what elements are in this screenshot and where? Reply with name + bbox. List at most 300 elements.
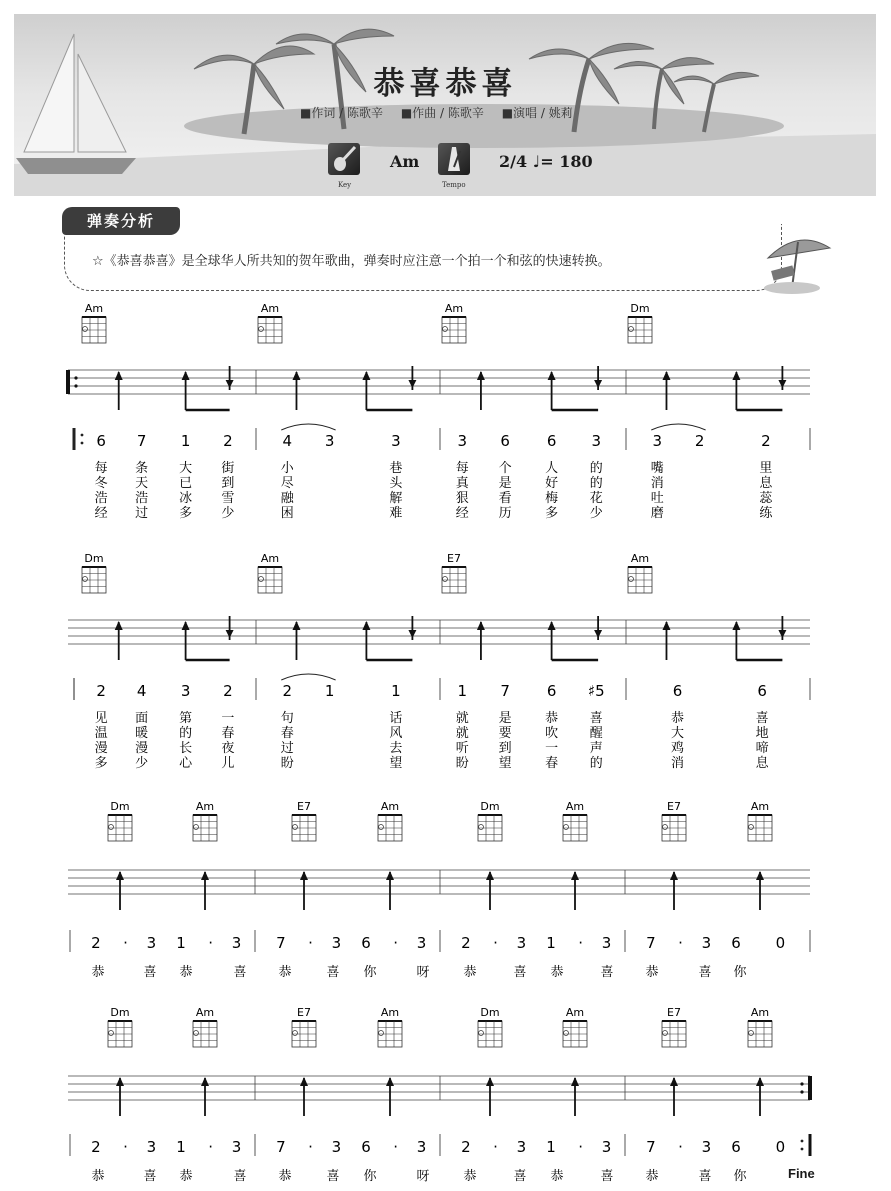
chord-name: E7 xyxy=(447,552,461,565)
chord-finger-dot xyxy=(109,1031,114,1036)
jianpu-note: 3 xyxy=(516,1138,527,1156)
lyric-char: 话 xyxy=(389,711,403,726)
jianpu-note: 6 xyxy=(546,682,557,700)
lyric-char: 融 xyxy=(280,491,294,506)
jianpu-note: 1 xyxy=(180,432,191,450)
song-title: 恭喜恭喜 xyxy=(373,66,518,102)
dot-mark: · xyxy=(678,934,683,952)
jianpu-note: 1 xyxy=(391,682,401,700)
jianpu-note: 7 xyxy=(646,1138,656,1156)
chord-finger-dot xyxy=(109,825,114,830)
chord-name: Dm xyxy=(630,302,650,315)
strum-up-arrow xyxy=(477,621,485,630)
time-signature-tempo: 2/4 ♩= 180 xyxy=(499,152,593,171)
chord-name: Am xyxy=(565,800,585,813)
chord-name: Am xyxy=(84,302,104,315)
lyric-char: 喜 xyxy=(600,1169,614,1184)
jianpu-note: 7 xyxy=(500,682,510,700)
lyric-char: 恭 xyxy=(278,1169,292,1184)
chord-name: Dm xyxy=(110,800,130,813)
lyric-char: 你 xyxy=(733,1169,747,1184)
lyric-char: 恭 xyxy=(463,965,477,980)
jianpu-note: 6 xyxy=(731,934,741,952)
lyric-char: 漫 xyxy=(135,741,149,756)
strum-up-arrow xyxy=(201,871,209,880)
strum-up-arrow xyxy=(670,1077,678,1086)
lyric-char: 过 xyxy=(280,741,294,756)
lyric-char: 恭 xyxy=(91,1169,105,1184)
lyric-char: 天 xyxy=(135,476,149,491)
chord-name: Am xyxy=(260,552,280,565)
lyric-char: 你 xyxy=(363,965,377,980)
analysis-text: ☆《恭喜恭喜》是全球华人所共知的贺年歌曲，弹奏时应注意一个拍一个和弦的快速转换。 xyxy=(92,254,611,269)
singer-credit: ■演唱 / 姚莉 xyxy=(501,106,573,120)
jianpu-note: 6 xyxy=(500,432,510,450)
lyric-char: 望 xyxy=(389,756,403,771)
lyric-char: 条 xyxy=(135,461,149,476)
lyric-char: 盼 xyxy=(280,756,294,771)
strum-down-arrow xyxy=(226,630,234,638)
chord-finger-dot xyxy=(293,1031,298,1036)
lyric-char: 磨 xyxy=(650,506,664,521)
chord-finger-dot xyxy=(443,577,448,582)
lyric-char: 个 xyxy=(498,461,512,476)
lyric-char: 花 xyxy=(589,491,603,506)
lyric-char: 尽 xyxy=(280,476,294,491)
strum-up-arrow xyxy=(182,371,190,380)
chord-name: Dm xyxy=(480,1006,500,1019)
lyric-char: 狠 xyxy=(455,491,469,506)
lyric-char: 真 xyxy=(455,476,469,491)
lyric-char: 大 xyxy=(179,461,193,476)
lyric-char: 巷 xyxy=(389,461,403,476)
lyric-char: 恭 xyxy=(179,1169,193,1184)
dot-mark: · xyxy=(123,1138,128,1156)
lyric-char: 经 xyxy=(455,506,469,521)
lyric-char: 喜 xyxy=(143,965,157,980)
chord-name: Am xyxy=(750,800,770,813)
lyric-char: 啼 xyxy=(755,741,769,756)
dot-mark: · xyxy=(308,934,313,952)
strum-up-arrow xyxy=(386,871,394,880)
chord-name: Am xyxy=(565,1006,585,1019)
lyric-char: 你 xyxy=(733,965,747,980)
strum-up-arrow xyxy=(362,621,370,630)
jianpu-note: 3 xyxy=(416,934,427,952)
dot-mark: · xyxy=(123,934,128,952)
chord-name: E7 xyxy=(667,1006,681,1019)
lyric-char: 多 xyxy=(545,506,559,521)
jianpu-note: 3 xyxy=(146,934,157,952)
repeat-dot xyxy=(800,1082,803,1085)
strum-up-arrow xyxy=(201,1077,209,1086)
strum-up-arrow xyxy=(756,1077,764,1086)
strum-up-arrow xyxy=(362,371,370,380)
strum-down-arrow xyxy=(778,380,786,388)
tie-arc xyxy=(281,424,335,430)
jianpu-note: 3 xyxy=(701,934,712,952)
jianpu-note: 2 xyxy=(461,1138,471,1156)
lyric-char: 见 xyxy=(94,711,108,726)
strum-down-arrow xyxy=(226,380,234,388)
lyric-char: 春 xyxy=(221,726,235,741)
chord-finger-dot xyxy=(564,1031,569,1036)
chord-name: Am xyxy=(260,302,280,315)
lyric-char: 恭 xyxy=(671,711,685,726)
jianpu-note: 2 xyxy=(461,934,471,952)
chord-finger-dot xyxy=(83,327,88,332)
chord-finger-dot xyxy=(663,1031,668,1036)
lyric-char: 喜 xyxy=(326,1169,340,1184)
lyric-char: 好 xyxy=(545,476,559,491)
chord-finger-dot xyxy=(259,577,264,582)
jianpu-note: 2 xyxy=(91,1138,101,1156)
strum-up-arrow xyxy=(756,871,764,880)
chord-name: E7 xyxy=(667,800,681,813)
lyric-char: 长 xyxy=(179,741,193,756)
jianpu-note: 2 xyxy=(694,432,705,450)
jianpu-note: 4 xyxy=(282,432,293,450)
lyric-char: 喜 xyxy=(589,711,603,726)
song-key: Am xyxy=(390,152,420,171)
lyric-char: 的 xyxy=(589,461,603,476)
lyric-char: 消 xyxy=(671,756,685,771)
jianpu-note: 1 xyxy=(176,934,186,952)
lyric-char: 街 xyxy=(221,461,235,476)
lyric-char: 漫 xyxy=(94,741,108,756)
lyric-char: 头 xyxy=(389,476,403,491)
strum-up-arrow xyxy=(182,621,190,630)
jianpu-note: 3 xyxy=(516,934,527,952)
jianpu-note: 3 xyxy=(601,1138,612,1156)
lyric-char: 息 xyxy=(759,476,773,491)
strum-up-arrow xyxy=(292,371,300,380)
lyric-char: 听 xyxy=(455,741,469,756)
jianpu-note: 6 xyxy=(546,432,557,450)
chord-name: E7 xyxy=(297,1006,311,1019)
lyric-char: 喜 xyxy=(513,965,527,980)
tie-arc xyxy=(651,424,705,430)
chord-name: Am xyxy=(750,1006,770,1019)
lyric-char: 浩 xyxy=(94,491,108,506)
dot-mark: · xyxy=(493,1138,498,1156)
chord-name: E7 xyxy=(297,800,311,813)
lyric-char: 醒 xyxy=(589,726,603,741)
chord-name: Dm xyxy=(110,1006,130,1019)
dot-mark: · xyxy=(393,934,398,952)
jianpu-note: 6 xyxy=(361,934,371,952)
lyric-char: 到 xyxy=(221,476,235,491)
jianpu-note: 2 xyxy=(96,682,106,700)
jianpu-note: 3 xyxy=(601,934,612,952)
lyric-char: 消 xyxy=(650,476,664,491)
lyric-char: 练 xyxy=(759,506,773,521)
lyric-char: 你 xyxy=(363,1169,377,1184)
jianpu-note: 7 xyxy=(646,934,656,952)
lyric-char: 温 xyxy=(94,726,108,741)
lyric-char: 一 xyxy=(221,711,235,726)
lyric-char: 蕊 xyxy=(759,491,773,506)
lyric-char: 喜 xyxy=(698,965,712,980)
strum-up-arrow xyxy=(662,621,670,630)
jianpu-note: 4 xyxy=(136,682,147,700)
dot-mark: · xyxy=(493,934,498,952)
jianpu-note: 2 xyxy=(223,432,233,450)
lyric-char: 就 xyxy=(455,711,469,726)
analysis-tab: 弹奏分析 xyxy=(62,207,180,235)
lyric-char: 暖 xyxy=(135,726,149,741)
repeat-dot xyxy=(74,384,77,387)
lyric-char: 吹 xyxy=(545,726,559,741)
lyric-char: 冰 xyxy=(179,491,193,506)
lyric-char: 喜 xyxy=(755,711,769,726)
jianpu-note: 3 xyxy=(591,432,602,450)
lyric-char: 喜 xyxy=(698,1169,712,1184)
jianpu-note: 0 xyxy=(775,934,786,952)
jianpu-note: 3 xyxy=(652,432,663,450)
chord-finger-dot xyxy=(479,825,484,830)
chord-finger-dot xyxy=(379,825,384,830)
repeat-dot xyxy=(801,1148,804,1151)
lyric-char: 已 xyxy=(179,476,193,491)
strum-up-arrow xyxy=(662,371,670,380)
chord-finger-dot xyxy=(479,1031,484,1036)
lyric-char: 夜 xyxy=(221,741,235,756)
lyric-char: 面 xyxy=(135,711,149,726)
strum-up-arrow xyxy=(548,371,556,380)
strum-up-arrow xyxy=(292,621,300,630)
jianpu-note: 1 xyxy=(546,1138,556,1156)
repeat-dot xyxy=(800,1090,803,1093)
chord-finger-dot xyxy=(83,577,88,582)
jianpu-note: 2 xyxy=(91,934,101,952)
jianpu-note: 6 xyxy=(757,682,767,700)
lyric-char: 恭 xyxy=(550,1169,564,1184)
chord-finger-dot xyxy=(379,1031,384,1036)
strum-down-arrow xyxy=(778,630,786,638)
dot-mark: · xyxy=(678,1138,683,1156)
jianpu-note: 3 xyxy=(331,1138,342,1156)
lyric-char: 的 xyxy=(589,476,603,491)
strum-down-arrow xyxy=(408,380,416,388)
lyric-char: 地 xyxy=(755,726,769,741)
key-caption: Key xyxy=(338,181,352,189)
dot-mark: · xyxy=(578,934,583,952)
lyric-char: 喜 xyxy=(233,1169,247,1184)
jianpu-note: 0 xyxy=(775,1138,786,1156)
jianpu-note: 3 xyxy=(701,1138,712,1156)
lyric-char: 少 xyxy=(135,756,149,771)
lyric-char: 恭 xyxy=(179,965,193,980)
lyric-char: 难 xyxy=(389,506,403,521)
lyric-char: 呀 xyxy=(416,965,430,980)
lyric-char: 就 xyxy=(455,726,469,741)
strum-down-arrow xyxy=(594,630,602,638)
lyric-char: 恭 xyxy=(278,965,292,980)
lyricist-credit: ■作词 / 陈歌辛 xyxy=(300,106,384,120)
lyric-char: 多 xyxy=(179,506,193,521)
lyric-char: 到 xyxy=(498,741,512,756)
jianpu-note: 6 xyxy=(731,1138,741,1156)
jianpu-note: ♯5 xyxy=(587,682,605,700)
jianpu-note: 3 xyxy=(231,1138,242,1156)
chord-finger-dot xyxy=(194,1031,199,1036)
lyric-char: 恭 xyxy=(463,1169,477,1184)
jianpu-note: 2 xyxy=(761,432,771,450)
strum-up-arrow xyxy=(548,621,556,630)
jianpu-note: 3 xyxy=(324,432,335,450)
lyric-char: 经 xyxy=(94,506,108,521)
chord-finger-dot xyxy=(443,327,448,332)
lyric-char: 困 xyxy=(280,506,294,521)
jianpu-note: 3 xyxy=(416,1138,427,1156)
repeat-dot xyxy=(81,442,84,445)
lyric-char: 心 xyxy=(179,756,193,771)
lyric-char: 恭 xyxy=(645,965,659,980)
chord-finger-dot xyxy=(259,327,264,332)
lyric-char: 一 xyxy=(545,741,559,756)
lyric-char: 恭 xyxy=(550,965,564,980)
jianpu-note: 2 xyxy=(223,682,233,700)
strum-down-arrow xyxy=(594,380,602,388)
lyric-char: 喜 xyxy=(513,1169,527,1184)
strum-up-arrow xyxy=(670,871,678,880)
dot-mark: · xyxy=(393,1138,398,1156)
strum-up-arrow xyxy=(732,621,740,630)
repeat-dot xyxy=(74,376,77,379)
lyric-char: 风 xyxy=(389,726,403,741)
lyric-char: 多 xyxy=(94,756,108,771)
chord-finger-dot xyxy=(749,825,754,830)
lyric-char: 少 xyxy=(221,506,235,521)
strum-up-arrow xyxy=(115,371,123,380)
lyric-char: 小 xyxy=(280,461,294,476)
chord-finger-dot xyxy=(663,825,668,830)
strum-down-arrow xyxy=(408,630,416,638)
lyric-char: 春 xyxy=(280,726,294,741)
lyric-char: 大 xyxy=(671,726,685,741)
lyric-char: 雪 xyxy=(221,491,235,506)
strum-up-arrow xyxy=(386,1077,394,1086)
lyric-char: 梅 xyxy=(545,491,559,506)
jianpu-note: 1 xyxy=(324,682,335,700)
chord-finger-dot xyxy=(629,327,634,332)
strum-up-arrow xyxy=(300,871,308,880)
lyric-char: 恭 xyxy=(645,1169,659,1184)
chord-name: Am xyxy=(630,552,650,565)
chord-finger-dot xyxy=(629,577,634,582)
lyric-char: 每 xyxy=(455,461,469,476)
jianpu-note: 6 xyxy=(96,432,106,450)
lyric-char: 冬 xyxy=(94,476,108,491)
lyric-char: 解 xyxy=(389,491,403,506)
lyric-char: 的 xyxy=(179,726,193,741)
lyric-char: 喜 xyxy=(326,965,340,980)
lyric-char: 望 xyxy=(498,756,512,771)
jianpu-note: 7 xyxy=(136,432,147,450)
jianpu-note: 2 xyxy=(282,682,293,700)
lyric-char: 去 xyxy=(389,741,403,756)
lyric-char: 嘴 xyxy=(650,461,664,476)
lyric-char: 声 xyxy=(589,741,603,756)
chord-finger-dot xyxy=(749,1031,754,1036)
jianpu-note: 1 xyxy=(176,1138,186,1156)
composer-credit: ■作曲 / 陈歌辛 xyxy=(400,106,484,120)
lyric-char: 喜 xyxy=(143,1169,157,1184)
strum-up-arrow xyxy=(115,621,123,630)
lyric-char: 恭 xyxy=(91,965,105,980)
lyric-char: 盼 xyxy=(455,756,469,771)
repeat-dot xyxy=(81,434,84,437)
lyric-char: 是 xyxy=(498,476,512,491)
lyric-char: 句 xyxy=(280,711,294,726)
jianpu-note: 3 xyxy=(180,682,191,700)
jianpu-note: 1 xyxy=(546,934,556,952)
fine-marker: Fine xyxy=(788,1166,815,1181)
strum-up-arrow xyxy=(571,871,579,880)
strum-up-arrow xyxy=(486,1077,494,1086)
lyric-char: 看 xyxy=(498,491,512,506)
lyric-char: 里 xyxy=(759,461,773,476)
strum-up-arrow xyxy=(116,1077,124,1086)
dot-mark: · xyxy=(208,934,213,952)
jianpu-note: 7 xyxy=(276,1138,286,1156)
jianpu-note: 6 xyxy=(672,682,683,700)
lyric-char: 喜 xyxy=(600,965,614,980)
lyric-char: 吐 xyxy=(650,491,664,506)
jianpu-note: 3 xyxy=(231,934,242,952)
chord-finger-dot xyxy=(194,825,199,830)
chord-name: Am xyxy=(380,800,400,813)
strum-up-arrow xyxy=(732,371,740,380)
lyric-char: 的 xyxy=(589,756,603,771)
lyric-char: 儿 xyxy=(221,756,235,771)
chord-name: Am xyxy=(444,302,464,315)
jianpu-note: 3 xyxy=(391,432,401,450)
chord-name: Dm xyxy=(84,552,104,565)
lyric-char: 每 xyxy=(94,461,108,476)
repeat-dot xyxy=(801,1140,804,1143)
lyric-char: 恭 xyxy=(545,711,559,726)
lyric-char: 第 xyxy=(179,711,193,726)
chord-name: Am xyxy=(195,800,215,813)
chord-name: Am xyxy=(195,1006,215,1019)
dot-mark: · xyxy=(578,1138,583,1156)
lyric-char: 少 xyxy=(589,506,603,521)
lyric-char: 过 xyxy=(135,506,149,521)
dot-mark: · xyxy=(208,1138,213,1156)
lyric-char: 要 xyxy=(498,726,512,741)
strum-up-arrow xyxy=(300,1077,308,1086)
chord-name: Am xyxy=(380,1006,400,1019)
tie-arc xyxy=(281,674,335,680)
lyric-char: 是 xyxy=(498,711,512,726)
lyric-char: 春 xyxy=(545,756,559,771)
jianpu-note: 3 xyxy=(146,1138,157,1156)
lyric-char: 历 xyxy=(498,506,512,521)
chord-finger-dot xyxy=(293,825,298,830)
dot-mark: · xyxy=(308,1138,313,1156)
lyric-char: 浩 xyxy=(135,491,149,506)
lyric-char: 鸡 xyxy=(671,741,685,756)
strum-up-arrow xyxy=(116,871,124,880)
strum-up-arrow xyxy=(486,871,494,880)
strum-up-arrow xyxy=(571,1077,579,1086)
chord-finger-dot xyxy=(564,825,569,830)
jianpu-note: 7 xyxy=(276,934,286,952)
lyric-char: 人 xyxy=(545,461,559,476)
tempo-caption: Tempo xyxy=(442,181,466,189)
